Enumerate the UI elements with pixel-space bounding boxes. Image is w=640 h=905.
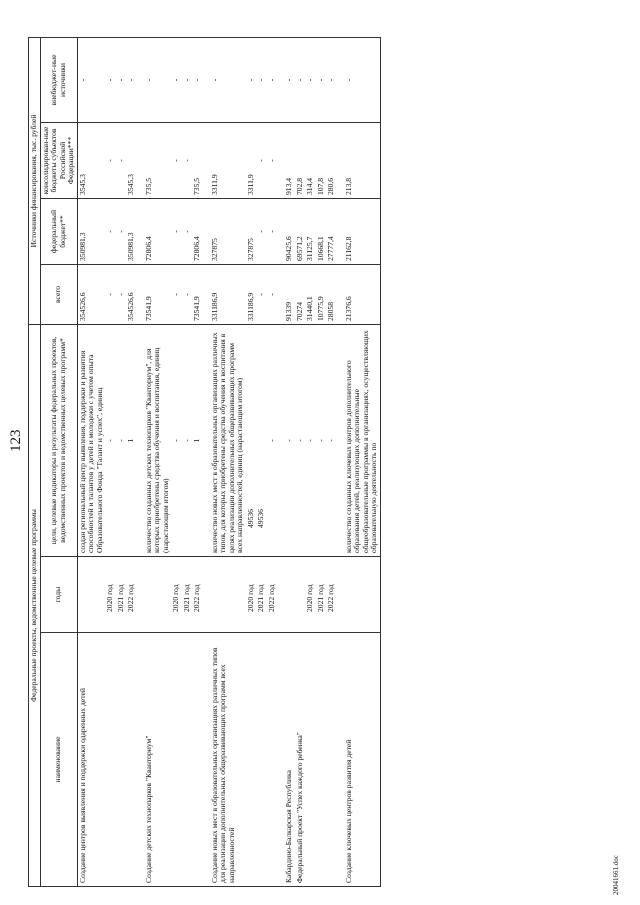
cell-indicator: -: [295, 324, 306, 556]
cell-regional: 3545,3: [77, 122, 105, 198]
cell-extra: -: [171, 37, 182, 122]
cell-federal: 27777,4: [326, 198, 337, 264]
cell-total: 331186,9: [246, 264, 257, 324]
cell-extra: -: [77, 37, 105, 122]
cell-indicator: 49536: [246, 324, 257, 556]
page-number: 123: [8, 429, 24, 452]
cell-indicator: -: [182, 324, 193, 556]
row-goal: количество новых мест в образовательных организациях различных типов, для которых приобретены средства обучения и воспитания в целях реализации дополнительных общеразвивающих программ всех направленностей, единиц (нарастающим итогом): [210, 324, 246, 556]
table-row: [105, 37, 116, 886]
cell-regional: 913,4: [284, 122, 295, 198]
cell-total: 73541,9: [192, 264, 203, 324]
cell-extra: -: [305, 37, 316, 122]
cell-total: 91339: [284, 264, 295, 324]
row-year: 2022 год: [126, 557, 137, 633]
row-name: Создание центров выявления и поддержки одаренных детей: [77, 633, 105, 887]
cell-total: 28058: [326, 264, 337, 324]
cell-federal: 10668,1: [316, 198, 327, 264]
cell-extra: -: [192, 37, 203, 122]
cell-total: -: [171, 264, 182, 324]
header-goals: цели, целевые индикаторы и результаты федеральных проектов, ведомственных проектов и ведомственных целевых программ*: [40, 324, 77, 556]
cell-federal: 72806,4: [192, 198, 203, 264]
cell-regional: 735,5: [144, 122, 172, 198]
cell-extra: -: [344, 37, 381, 122]
cell-total: 73541,9: [144, 264, 172, 324]
cell-indicator: 49536: [256, 324, 267, 556]
document-code: 20041661.doc: [612, 855, 620, 895]
cell-federal: 350981,3: [126, 198, 137, 264]
cell-regional: 3311,9: [246, 122, 257, 198]
cell-total: 354526,6: [77, 264, 105, 324]
header-group-funding: Источники финансирования, тыс. рублей: [29, 37, 41, 324]
cell-regional: -: [182, 122, 193, 198]
table-row: [77, 37, 105, 886]
header-total: всего: [40, 264, 77, 324]
cell-extra: -: [116, 37, 127, 122]
table-row: [210, 37, 246, 886]
header-regional-budgets: консолидирован-ные бюджеты субъектов Российской Федерации***: [40, 122, 77, 198]
cell-federal: 350981,3: [77, 198, 105, 264]
cell-total: -: [116, 264, 127, 324]
row-year: 2020 год: [246, 557, 257, 633]
cell-regional: 107,8: [316, 122, 327, 198]
row-goal: количество созданных ключевых центров дополнительного образования детей, реализующих дополнительные общеобразовательные программы в организациях, осуществляющих образовательную деятельность по: [344, 324, 381, 556]
table-row: [246, 37, 257, 886]
cell-total: -: [105, 264, 116, 324]
cell-indicator: -: [305, 324, 316, 556]
cell-indicator: -: [326, 324, 337, 556]
cell-extra: -: [267, 37, 278, 122]
cell-total: -: [267, 264, 278, 324]
table-row: [192, 37, 203, 886]
row-year: 2021 год: [182, 557, 193, 633]
row-name: Создание новых мест в образовательных организациях различных типов для реализации дополнительных общеразвивающих программ всех направленностей: [210, 633, 246, 887]
cell-federal: 69571,2: [295, 198, 306, 264]
row-name: Создание ключевых центров развития детей: [344, 633, 381, 887]
cell-regional: 3311,9: [210, 122, 246, 198]
cell-total: 10775,9: [316, 264, 327, 324]
cell-regional: 280,6: [326, 122, 337, 198]
row-name: Кабардино-Балкарская Республика: [284, 633, 295, 887]
header-extrabudgetary: внебюджет-ные источники: [40, 37, 77, 122]
cell-indicator: -: [105, 324, 116, 556]
cell-extra: -: [295, 37, 306, 122]
cell-total: 354526,6: [126, 264, 137, 324]
row-goal: количество созданных детских технопарков "Кванториум", для которых приобретены средства обучения и воспитания, единиц (нарастающим итогом): [144, 324, 172, 556]
cell-indicator: -: [316, 324, 327, 556]
cell-total: 21376,6: [344, 264, 381, 324]
program-table: [28, 37, 381, 887]
row-goal: создан региональный центр выявления, поддержки и развития способностей и талантов у детей и молодежи с учетом опыта Образовательного Фонда "Талант и успех", единиц: [77, 324, 105, 556]
header-name: наименование: [40, 633, 77, 887]
cell-federal: 327875: [210, 198, 246, 264]
cell-extra: -: [284, 37, 295, 122]
table-row: [316, 37, 327, 886]
cell-total: 70274: [295, 264, 306, 324]
table-row: [144, 37, 172, 886]
row-year: 2021 год: [316, 557, 327, 633]
rotated-page: [8, 24, 633, 897]
cell-regional: 3545,3: [126, 122, 137, 198]
header-federal-budget: федеральный бюджет**: [40, 198, 77, 264]
cell-federal: 21162,8: [344, 198, 381, 264]
table-row: [344, 37, 381, 886]
table-row: [171, 37, 182, 886]
cell-federal: -: [105, 198, 116, 264]
cell-indicator: -: [171, 324, 182, 556]
cell-regional: 735,5: [192, 122, 203, 198]
row-name: Федеральный проект "Успех каждого ребенка": [295, 633, 306, 887]
cell-extra: -: [246, 37, 257, 122]
cell-federal: 72806,4: [144, 198, 172, 264]
table-row: [116, 37, 127, 886]
cell-total: -: [256, 264, 267, 324]
cell-regional: -: [116, 122, 127, 198]
cell-extra: -: [256, 37, 267, 122]
cell-federal: 90425,6: [284, 198, 295, 264]
row-year: 2020 год: [171, 557, 182, 633]
header-years: годы: [40, 557, 77, 633]
cell-regional: -: [267, 122, 278, 198]
cell-extra: -: [126, 37, 137, 122]
cell-regional: -: [171, 122, 182, 198]
cell-federal: 31125,7: [305, 198, 316, 264]
row-year: 2020 год: [105, 557, 116, 633]
row-year: 2022 год: [326, 557, 337, 633]
cell-indicator: 1: [192, 324, 203, 556]
cell-federal: -: [116, 198, 127, 264]
cell-regional: 314,4: [305, 122, 316, 198]
cell-extra: -: [182, 37, 193, 122]
row-year: 2022 год: [192, 557, 203, 633]
table-row: [295, 37, 306, 886]
row-name: Создание детских технопарков "Кванториум": [144, 633, 172, 887]
cell-total: 31440,1: [305, 264, 316, 324]
table-row: [326, 37, 337, 886]
cell-indicator: 1: [126, 324, 137, 556]
cell-indicator: -: [284, 324, 295, 556]
table-row: [182, 37, 193, 886]
cell-extra: -: [105, 37, 116, 122]
table-row: [305, 37, 316, 886]
row-year: 2022 год: [267, 557, 278, 633]
cell-extra: -: [144, 37, 172, 122]
cell-total: 331186,9: [210, 264, 246, 324]
cell-extra: -: [210, 37, 246, 122]
cell-federal: 327875: [246, 198, 257, 264]
cell-total: -: [182, 264, 193, 324]
cell-indicator: -: [116, 324, 127, 556]
cell-extra: -: [326, 37, 337, 122]
table-row: [284, 37, 295, 886]
row-year: 2020 год: [305, 557, 316, 633]
cell-federal: -: [182, 198, 193, 264]
row-year: 2021 год: [116, 557, 127, 633]
cell-federal: -: [256, 198, 267, 264]
cell-regional: -: [105, 122, 116, 198]
cell-federal: -: [171, 198, 182, 264]
header-group-projects: Федеральные проекты, ведомственные целевые программы: [29, 324, 41, 886]
table-row: [126, 37, 137, 886]
table-row: [256, 37, 267, 886]
table-row: [267, 37, 278, 886]
cell-extra: -: [316, 37, 327, 122]
cell-regional: -: [256, 122, 267, 198]
row-year: 2021 год: [256, 557, 267, 633]
cell-regional: 702,8: [295, 122, 306, 198]
cell-indicator: -: [267, 324, 278, 556]
cell-regional: 213,8: [344, 122, 381, 198]
cell-federal: -: [267, 198, 278, 264]
